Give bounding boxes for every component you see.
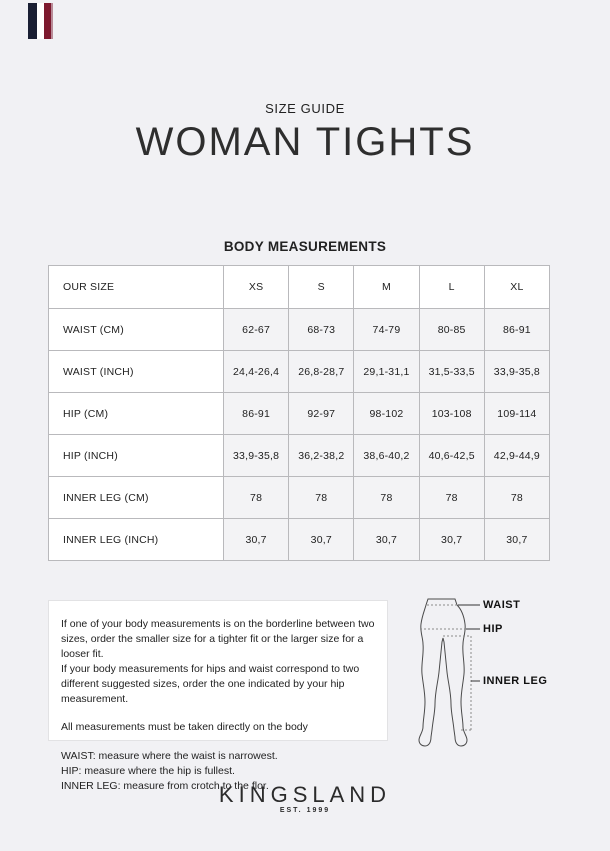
table-cell: 40,6-42,5 [419, 435, 484, 477]
note-hip-howto: HIP: measure where the hip is fullest. [61, 765, 235, 778]
diagram-hip-label: HIP [483, 623, 503, 635]
row-label: HIP (CM) [49, 393, 224, 435]
row-label: INNER LEG (INCH) [49, 519, 224, 561]
table-cell: 33,9-35,8 [224, 435, 289, 477]
table-cell: 38,6-40,2 [354, 435, 419, 477]
eyebrow-size-guide: SIZE GUIDE [265, 101, 345, 116]
table-cell: 30,7 [484, 519, 549, 561]
flag-pink-stripe [51, 3, 53, 39]
table-cell: 74-79 [354, 309, 419, 351]
table-cell: 78 [354, 477, 419, 519]
page-title: WOMAN TIGHTS [135, 120, 475, 164]
row-label: INNER LEG (CM) [49, 477, 224, 519]
table-cell: 86-91 [224, 393, 289, 435]
table-cell: 24,4-26,4 [224, 351, 289, 393]
note-innerleg-howto: INNER LEG: measure from crotch to the flor. [61, 780, 269, 793]
table-cell: 68-73 [289, 309, 354, 351]
tights-measurement-diagram [405, 592, 580, 764]
table-cell: 30,7 [289, 519, 354, 561]
flag-navy-stripe [28, 3, 37, 39]
table-cell: 26,8-28,7 [289, 351, 354, 393]
column-header-xl: XL [484, 266, 549, 309]
table-cell: 62-67 [224, 309, 289, 351]
column-header-s: S [289, 266, 354, 309]
table-row [49, 477, 550, 519]
table-cell: 29,1-31,1 [354, 351, 419, 393]
size-table-header-row [49, 266, 550, 309]
table-cell: 86-91 [484, 309, 549, 351]
table-cell: 30,7 [419, 519, 484, 561]
brand-flag-icon [28, 3, 53, 39]
diagram-inner-leg-label: INNER LEG [483, 675, 548, 687]
note-directly-on-body: All measurements must be taken directly on the body [61, 721, 308, 734]
table-cell: 78 [224, 477, 289, 519]
table-cell: 30,7 [224, 519, 289, 561]
table-cell: 36,2-38,2 [289, 435, 354, 477]
table-cell: 78 [289, 477, 354, 519]
table-cell: 98-102 [354, 393, 419, 435]
table-cell: 30,7 [354, 519, 419, 561]
note-borderline: If one of your body measurements is on the borderline between two sizes, order the smaller size for a tighter fit or the larger size for a looser fit. [61, 618, 375, 660]
row-label: HIP (INCH) [49, 435, 224, 477]
body-measurements-heading: BODY MEASUREMENTS [223, 239, 387, 254]
row-label: WAIST (CM) [49, 309, 224, 351]
table-row [49, 435, 550, 477]
table-cell: 92-97 [289, 393, 354, 435]
flag-maroon-stripe [44, 3, 51, 39]
kingsland-logo: KINGSLAND [218, 782, 392, 807]
note-correspond: If your body measurements for hips and waist correspond to two different suggested sizes, order the one indicated by your hip measurement. [61, 662, 360, 705]
table-row [49, 519, 550, 561]
table-cell: 103-108 [419, 393, 484, 435]
size-table [48, 265, 550, 561]
table-row [49, 309, 550, 351]
flag-white-stripe [37, 3, 44, 39]
diagram-waist-label: WAIST [483, 599, 521, 611]
table-cell: 31,5-33,5 [419, 351, 484, 393]
column-header-our-size: OUR SIZE [49, 266, 224, 309]
measurement-notes-box [48, 600, 388, 793]
established-year: EST. 1999 [279, 807, 331, 814]
table-cell: 78 [419, 477, 484, 519]
table-cell: 78 [484, 477, 549, 519]
table-cell: 80-85 [419, 309, 484, 351]
table-row [49, 393, 550, 435]
table-cell: 109-114 [484, 393, 549, 435]
table-cell: 42,9-44,9 [484, 435, 549, 477]
table-cell: 33,9-35,8 [484, 351, 549, 393]
table-row [49, 351, 550, 393]
column-header-m: M [354, 266, 419, 309]
column-header-l: L [419, 266, 484, 309]
note-waist-howto: WAIST: measure where the waist is narrowest. [61, 750, 278, 763]
row-label: WAIST (INCH) [49, 351, 224, 393]
column-header-xs: XS [224, 266, 289, 309]
